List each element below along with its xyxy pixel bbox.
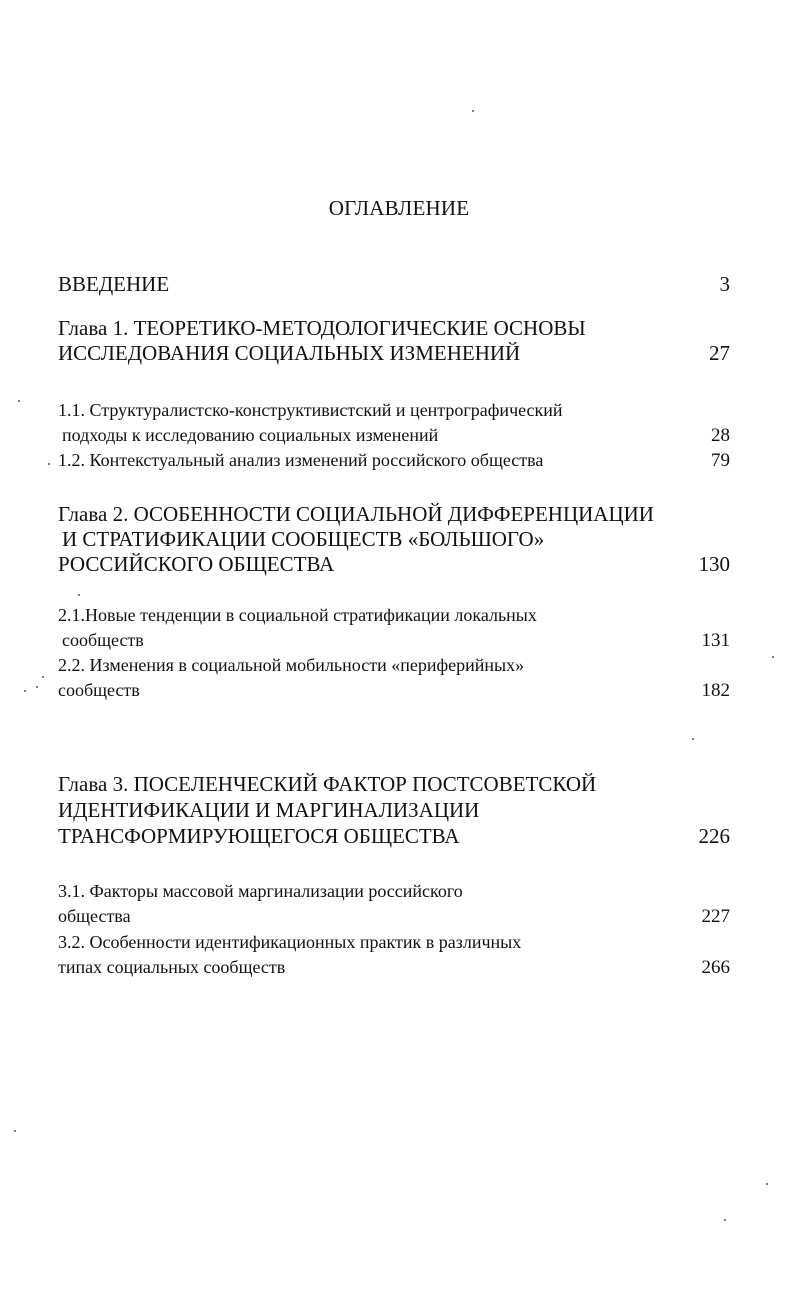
section-2-1-line1: 2.1.Новые тенденции в социальной стратификации локальных (58, 605, 537, 625)
intro-label: ВВЕДЕНИЕ (58, 272, 170, 296)
section-1-1-page: 28 (711, 425, 730, 446)
section-2-2-line1: 2.2. Изменения в социальной мобильности «периферийных» (58, 655, 525, 675)
section-3-2-line2: типах социальных сообществ (58, 957, 286, 977)
section-3-1-line1: 3.1. Факторы массовой маргинализации российского (58, 881, 463, 901)
scan-speck (766, 1183, 768, 1185)
chapter2-page: 130 (698, 552, 730, 576)
section-1-2-line1: 1.2. Контекстуальный анализ изменений российского общества (58, 450, 544, 470)
section-3-1-line2: общества (58, 906, 131, 926)
scan-speck (472, 110, 474, 112)
chapter2-title-line1: Глава 2. ОСОБЕННОСТИ СОЦИАЛЬНОЙ ДИФФЕРЕНЦИАЦИИ (58, 502, 654, 526)
chapter1-title-line2: ИССЛЕДОВАНИЯ СОЦИАЛЬНЫХ ИЗМЕНЕНИЙ (58, 341, 521, 365)
section-1-1-line1: 1.1. Структуралистско-конструктивистский и центрографический (58, 400, 563, 420)
chapter3-title-line1: Глава 3. ПОСЕЛЕНЧЕСКИЙ ФАКТОР ПОСТСОВЕТСКОЙ (58, 772, 597, 796)
scan-speck (772, 656, 774, 658)
section-2-2-line2: сообществ (58, 680, 140, 700)
chapter1-title-line1: Глава 1. ТЕОРЕТИКО-МЕТОДОЛОГИЧЕСКИЕ ОСНОВЫ (58, 316, 586, 340)
chapter3-title-line2: ИДЕНТИФИКАЦИИ И МАРГИНАЛИЗАЦИИ (58, 798, 480, 822)
chapter2-title-line3: РОССИЙСКОГО ОБЩЕСТВА (58, 552, 335, 576)
section-3-1-page: 227 (701, 906, 730, 927)
section-1-1-line2: подходы к исследованию социальных изменений (62, 425, 439, 445)
section-2-1-page: 131 (701, 630, 730, 651)
scan-speck (78, 594, 80, 596)
section-2-2-page: 182 (701, 680, 730, 701)
chapter2-title-line2: И СТРАТИФИКАЦИИ СООБЩЕСТВ «БОЛЬШОГО» (62, 527, 545, 551)
scan-speck (14, 1130, 16, 1132)
section-2-1-line2: сообществ (62, 630, 144, 650)
chapter1-page: 27 (709, 341, 730, 365)
scan-speck (48, 463, 50, 465)
scan-speck (36, 686, 38, 688)
section-1-2-page: 79 (711, 450, 730, 471)
scan-speck (42, 676, 44, 678)
chapter3-title-line3: ТРАНСФОРМИРУЮЩЕГОСЯ ОБЩЕСТВА (58, 824, 460, 848)
section-3-2-line1: 3.2. Особенности идентификационных практик в различных (58, 932, 522, 952)
toc-title: ОГЛАВЛЕНИЕ (328, 196, 470, 220)
scan-speck (692, 738, 694, 740)
section-3-2-page: 266 (701, 957, 730, 978)
intro-page: 3 (719, 272, 730, 296)
chapter3-page: 226 (698, 824, 730, 848)
scan-speck (24, 690, 26, 692)
scan-speck (724, 1219, 726, 1221)
scan-speck (18, 400, 20, 402)
